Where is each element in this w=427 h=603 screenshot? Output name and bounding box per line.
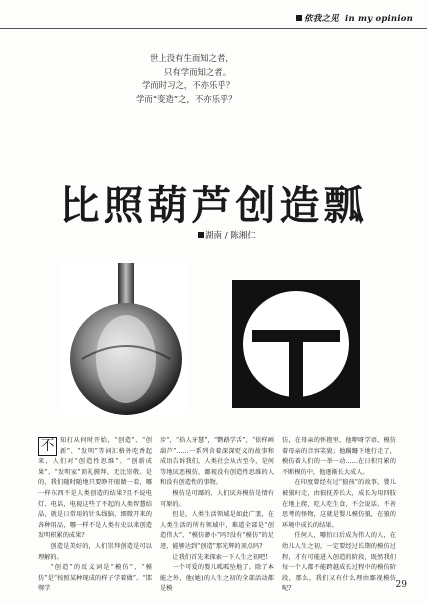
epigraph-line: 世上没有生而知之者， [150, 53, 234, 63]
byline [198, 229, 256, 241]
column-tag [296, 12, 413, 24]
gourd-ladle-image [62, 263, 190, 415]
epigraph-line: 学而时习之，不亦乐乎？ [142, 80, 235, 91]
paragraph: 在印度曾经有过“狼孩”的故事，婴儿被狼叼走，由狼抚养长大，成长为用四肢在地上爬，吃人吃生食，不会说话，不善思考的怪物，这就是婴儿模仿狼，在狼的环境中成长的结果。 [282, 479, 396, 529]
page-number: 29 [395, 580, 407, 590]
paragraph: 让我们首先来探索一下人生之初吧! [172, 553, 268, 561]
paragraph: 任何人，哪怕日后成为伟人的人，在幼儿人生之初，一定要经过长期的模仿过程，才有可能进入创造的阶段，既然我们每一个人都不能跨越成长过程中的模仿阶段，那么，我们又有什么理由鄙视模仿呢? [282, 532, 396, 593]
epigraph [136, 52, 350, 106]
paragraph: 模仿是可鄙的，人们厌弃模仿是情有可原的。 [160, 489, 274, 508]
article-column-1 [38, 436, 152, 595]
byline-text: 湖南 / 陈湘仁 [205, 231, 256, 241]
paragraph: “创造”的反义词是“模仿”，“模仿”是“按照某种现成的样子学着做”。“邯郸学 [38, 564, 152, 593]
paragraph-text: 知打从何时开始，“创造”、“创新”、“发明”等词汇格外吃香起来，人们对“创造性思维”、“创新成果”、“发明家”顶礼膜拜，无比崇敬。是的，我们随时随地只要睁开眼睛一看，哪一样东西不是人类创造的结果?且不说电灯、电话，电视这些了不起的人类智慧结晶，就是日常用的针头线脑，细微开来的各种用品，哪一样不是人类有史以来创造发明积累的成果? [38, 437, 152, 540]
paragraph: 仿，在母亲的怀抱里，他咿呀学语，模仿着母亲的音容笑貌；他蹒跚下地行走了，模仿着人们的一举一动……在日积月累的不断模仿中，他逐渐长大成人。 [282, 437, 396, 476]
square-bullet-icon [198, 232, 204, 238]
column-name: 依我之见 [304, 14, 339, 24]
article-column-2 [160, 436, 274, 595]
paragraph: 一个可爱的婴儿呱呱坠地了。除了本能之外，他(她)的人生之初的全部活动都是模 [160, 564, 274, 593]
paragraph [38, 436, 152, 542]
article-title: 比照葫芦创造瓢 [59, 183, 368, 229]
column-name-en: in my opinion [345, 14, 413, 24]
gourd-ladle-photo [62, 263, 190, 415]
epigraph-line: 学而“变造”之，不亦乐乎？ [136, 93, 237, 104]
header-rule [0, 28, 427, 29]
epigraph-line: 只有学而知之者。 [164, 66, 231, 77]
t-ladle-figure [232, 280, 360, 408]
t-in-circle-image [232, 280, 360, 408]
paragraph: 创造是美好的，人们崇拜创造是可以理解的。 [38, 542, 152, 561]
paragraph: 但是，人类生活领域是如此广袤，在人类生活的所有领域中，难道全部是“创造伟大”，“模仿渺小”吗?没有“模仿”的足迹，能够达到“创造”那光辉的顶点吗? [160, 511, 274, 550]
paragraph: 步”，“拾人牙慧”，“鹦鹉学舌”，“依样画葫芦”……一系列含着深深贬义的故事和成语告诉我们，人类社会从古至今，是何等地厌恶模仿，鄙视没有创造性思维的人和没有创造性的事物。 [160, 437, 274, 487]
drop-cap: 不 [38, 437, 57, 456]
article-column-3 [282, 436, 396, 595]
square-bullet-icon [296, 15, 302, 21]
